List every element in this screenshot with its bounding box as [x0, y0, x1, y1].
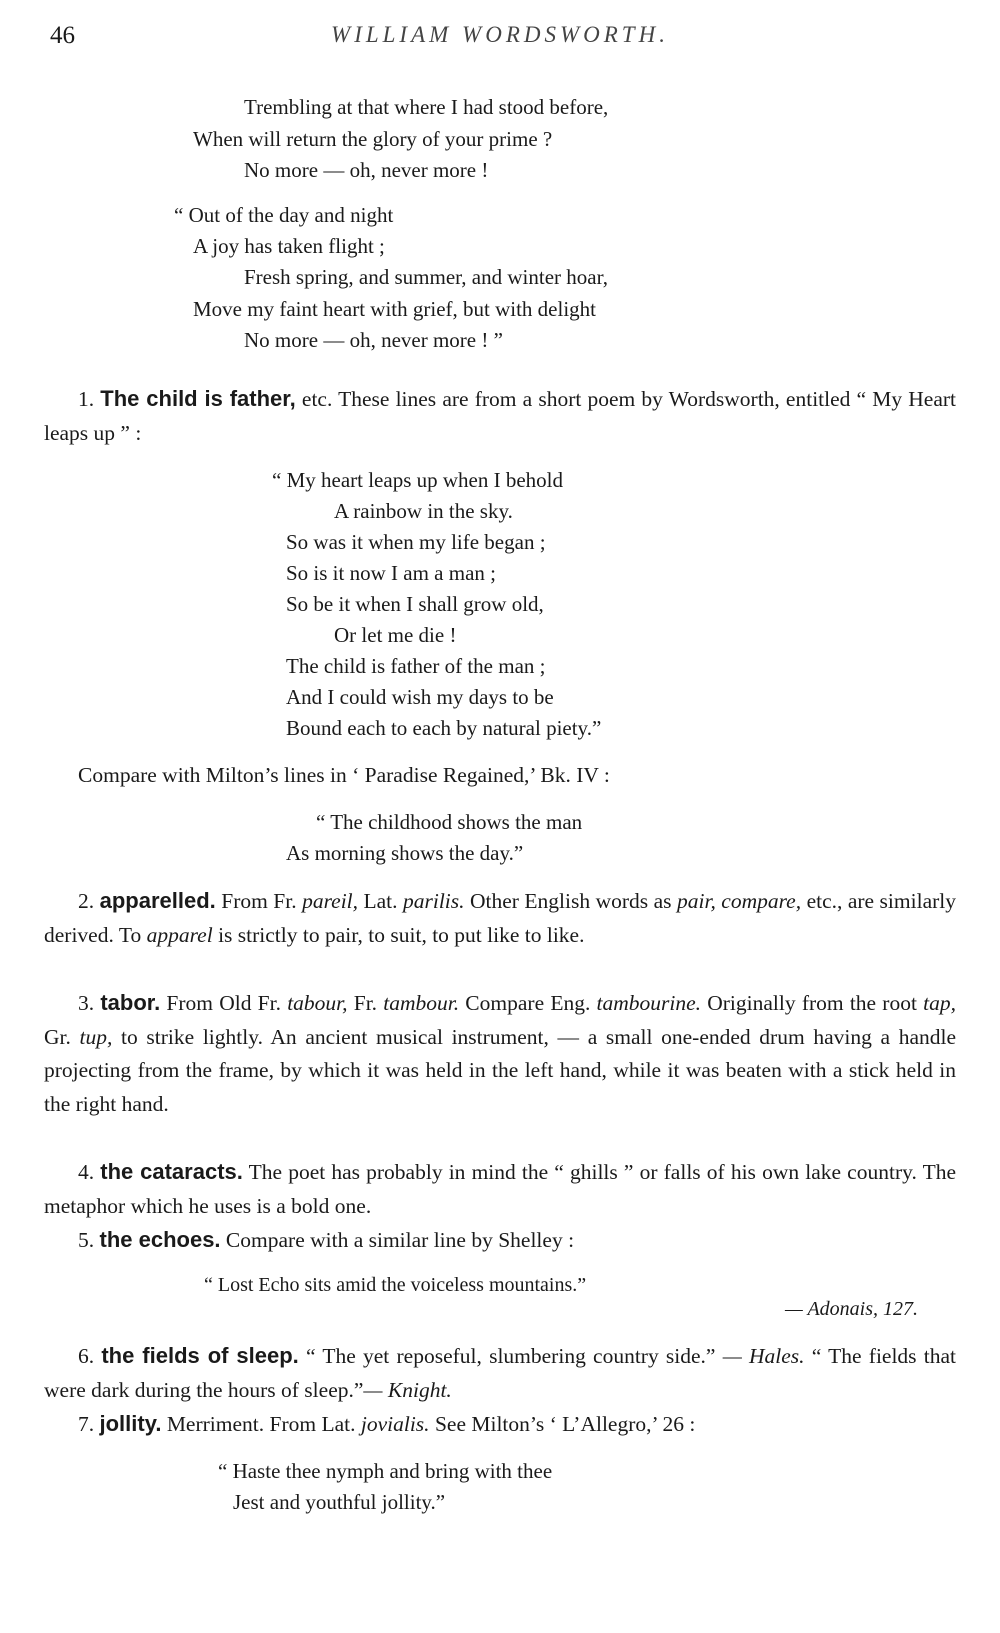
verse-line: So be it when I shall grow old, [286, 592, 544, 616]
note-text: Merriment. From Lat. [161, 1412, 361, 1436]
note-text: etc., are similarly derived. To [44, 889, 956, 947]
note-text: Other English words as [464, 889, 677, 913]
note-number: 1. [78, 387, 95, 411]
shelley-quote: “ Lost Echo sits amid the voiceless mountains.” [204, 1274, 587, 1296]
note-number: 6. [78, 1344, 95, 1368]
note-text: Lat. [358, 889, 403, 913]
note-text: The poet has probably in mind the “ ghills ” or falls of his own lake country. The metaphor which he uses is a bold one. [44, 1160, 957, 1218]
note-keyword: jollity. [99, 1411, 162, 1436]
note-3 [44, 986, 956, 1121]
etymon: tabour, [287, 991, 348, 1015]
etymon: jovialis. [360, 1412, 430, 1436]
verse-line: Trembling at that where I had stood before, [244, 95, 609, 119]
note-7 [44, 1407, 956, 1442]
note-keyword: tabor. [100, 990, 161, 1015]
note-5 [44, 1223, 956, 1258]
verse-line: So is it now I am a man ; [286, 561, 496, 585]
citation: — Knight. [363, 1377, 452, 1402]
etymon: pareil, [302, 889, 359, 913]
verse-line: Bound each to each by natural piety.” [286, 716, 602, 740]
note-text: See Milton’s ‘ L’Allegro,’ 26 : [429, 1412, 696, 1436]
note-6 [44, 1339, 956, 1407]
note-text: From Fr. [215, 889, 303, 913]
note-text: Gr. [44, 1024, 80, 1049]
note-number: 7. [78, 1412, 95, 1436]
etymon: tambour. [383, 991, 460, 1015]
note-text: is strictly to pair, to suit, to put like to like. [212, 922, 585, 947]
note-text: etc. These lines are from a short poem by Wordsworth, entitled “ My Heart leaps up ” : [44, 387, 957, 445]
citation: — Hales. [722, 1344, 805, 1368]
note-keyword: the echoes. [99, 1227, 221, 1252]
verse-line: Move my faint heart with grief, but with delight [193, 297, 596, 321]
note-text: From Old Fr. [160, 991, 288, 1015]
note-keyword: the fields of sleep. [101, 1343, 299, 1368]
note-text: Fr. [347, 991, 384, 1015]
compare-milton: Compare with Milton’s lines in ‘ Paradise Regained,’ Bk. IV : [78, 763, 610, 787]
note-2 [44, 884, 956, 952]
note-number: 4. [78, 1160, 95, 1184]
etymon: tap, [923, 991, 956, 1015]
note-1 [44, 382, 956, 450]
verse-line: No more — oh, never more ! ” [244, 328, 503, 352]
shelley-attribution: — Adonais, 127. [785, 1298, 918, 1320]
note-text: Originally from the root [701, 991, 924, 1015]
verse-line: A joy has taken flight ; [193, 234, 385, 258]
verse-line: The child is father of the man ; [286, 654, 546, 678]
verse-line: No more — oh, never more ! [244, 158, 489, 182]
page-header [50, 22, 950, 62]
note-text: “ The yet reposeful, slumbering country side.” [298, 1344, 723, 1368]
note-number: 3. [78, 991, 95, 1015]
verse-line: So was it when my life began ; [286, 530, 546, 554]
verse-line: When will return the glory of your prime ? [193, 127, 553, 151]
verse-line: As morning shows the day.” [286, 841, 524, 865]
etymon: tambourine. [596, 991, 702, 1015]
note-text: Compare with a similar line by Shelley : [220, 1228, 575, 1252]
running-title: WILLIAM WORDSWORTH. [331, 22, 669, 47]
etymon: parilis. [402, 889, 465, 913]
verse-line: Or let me die ! [334, 623, 457, 647]
note-number: 5. [78, 1228, 95, 1252]
note-text: “ The fields that were dark during the hours of sleep.” [44, 1344, 957, 1402]
verse-line: And I could wish my days to be [286, 685, 554, 709]
verse-line: Jest and youthful jollity.” [233, 1490, 446, 1514]
verse-line: A rainbow in the sky. [334, 499, 513, 523]
note-4 [44, 1155, 956, 1223]
verse-line: “ My heart leaps up when I behold [272, 468, 563, 492]
page-number: 46 [50, 22, 75, 49]
etymon: pair, compare, [676, 889, 802, 913]
verse-line: Fresh spring, and summer, and winter hoar, [244, 265, 608, 289]
etymon: tup, [79, 1024, 113, 1049]
verse-line: “ The childhood shows the man [316, 810, 583, 834]
note-keyword: the cataracts. [100, 1159, 243, 1184]
note-number: 2. [78, 889, 95, 913]
note-text: to strike lightly. An ancient musical instrument, — a small one-ended drum having a handle projecting from the frame, by which it was held in the left hand, while it was beaten with a stick held in the right hand. [44, 1024, 957, 1116]
verse-line: “ Out of the day and night [174, 203, 394, 227]
verse-line: “ Haste thee nymph and bring with thee [218, 1459, 553, 1483]
note-keyword: apparelled. [99, 888, 216, 913]
note-keyword: The child is father, [100, 386, 296, 411]
etymon: apparel [146, 922, 213, 947]
note-text: Compare Eng. [459, 991, 597, 1015]
